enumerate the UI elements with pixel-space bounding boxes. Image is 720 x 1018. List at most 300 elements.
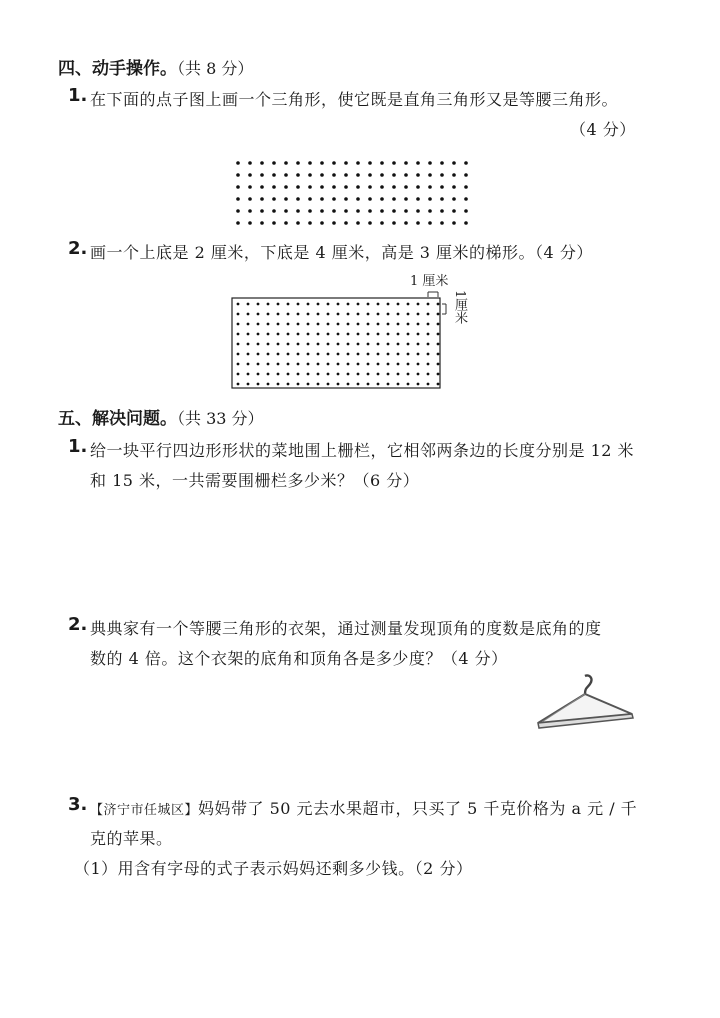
sub-question-1: （1）用含有字母的式子表示妈妈还剩多少钱。（2 分） [74,859,473,878]
grid-dot [287,313,290,316]
grid-dot [257,333,260,336]
grid-dot [257,363,260,366]
grid-dot [320,173,324,177]
grid-dot [317,353,320,356]
grid-dot [307,383,310,386]
grid-dot [332,173,336,177]
grid-dot [272,185,276,189]
grid-dot [404,209,408,213]
grid-dot [307,343,310,346]
grid-dot [367,323,370,326]
grid-dot [380,161,384,165]
grid-dot [407,313,410,316]
grid-dot [367,313,370,316]
grid-dot [392,185,396,189]
question-number: 3. [68,794,88,815]
grid-dot [452,197,456,201]
grid-dot [307,373,310,376]
grid-dot [407,373,410,376]
grid-dot [437,333,440,336]
grid-dot [437,343,440,346]
grid-dot [296,197,300,201]
grid-dot [397,383,400,386]
grid-dot [247,353,250,356]
grid-dot [344,173,348,177]
grid-dot [380,185,384,189]
grid-dot [237,343,240,346]
grid-dot [237,333,240,336]
grid-dot [392,221,396,225]
grid-dot [427,323,430,326]
grid-dot [308,161,312,165]
grid-dot [287,383,290,386]
grid-dot [284,221,288,225]
grid-dot [437,373,440,376]
grid-dot [357,363,360,366]
grid-dot [307,303,310,306]
grid-dot [387,313,390,316]
grid-dot [464,209,468,213]
grid-dot [327,303,330,306]
grid-dot [307,353,310,356]
grid-dot [236,221,240,225]
grid-dot [417,373,420,376]
grid-dot [377,323,380,326]
grid-dot [344,209,348,213]
grid-dot [367,343,370,346]
grid-dot [337,323,340,326]
section-5-heading [58,404,264,429]
grid-dot [417,323,420,326]
grid-dot [357,333,360,336]
grid-dot [380,197,384,201]
grid-dot [267,353,270,356]
question-number: 2. [68,614,88,635]
grid-dot [237,353,240,356]
grid-dot [440,209,444,213]
grid-dot [344,197,348,201]
grid-dot [427,363,430,366]
grid-dot [332,161,336,165]
grid-dot [356,209,360,213]
grid-dot [417,303,420,306]
grid-dot [317,333,320,336]
question-text-line-2: 和 15 米，一共需要围栅栏多少米？（6 分） [90,471,420,490]
grid-dot [248,209,252,213]
grid-dot [392,161,396,165]
grid-dot [437,383,440,386]
grid-dot [267,313,270,316]
grid-dot [337,333,340,336]
grid-dot [464,197,468,201]
grid-dot [297,323,300,326]
grid-dot [392,209,396,213]
grid-dot [267,303,270,306]
grid-dot [437,303,440,306]
grid-dot [327,363,330,366]
grid-dot [260,173,264,177]
grid-dot [257,313,260,316]
grid-dot [337,313,340,316]
grid-dot [437,353,440,356]
grid-dot [296,221,300,225]
grid-dot [387,353,390,356]
grid-dot [367,353,370,356]
grid-dot [237,303,240,306]
grid-dot [327,323,330,326]
grid-dot [344,221,348,225]
question-text: 在下面的点子图上画一个三角形，使它既是直角三角形又是等腰三角形。 [90,90,619,109]
grid-dot [377,353,380,356]
grid-dot [287,363,290,366]
question-text-line-1: 给一块平行四边形形状的菜地围上栅栏，它相邻两条边的长度分别是 12 米 [90,441,635,460]
question-text-line-2: 克的苹果。 [90,829,173,848]
grid-dot [257,353,260,356]
grid-dot [297,373,300,376]
grid-dot [392,173,396,177]
grid-dot [417,383,420,386]
grid-dot [427,353,430,356]
grid-dot [317,383,320,386]
grid-dot [332,197,336,201]
grid-dot [332,221,336,225]
grid-dot [452,185,456,189]
grid-dot [428,185,432,189]
grid-dot [347,303,350,306]
grid-dot [260,221,264,225]
grid-dot [317,373,320,376]
grid-dot [387,323,390,326]
grid-dot [297,363,300,366]
grid-dot [284,161,288,165]
grid-dot [257,303,260,306]
grid-dot [428,197,432,201]
section-4-heading [58,54,253,79]
grid-dot [368,161,372,165]
grid-dot [407,383,410,386]
grid-dot [392,197,396,201]
grid-dot [397,333,400,336]
dot-grid-trapezoid[interactable] [228,282,458,392]
grid-dot [277,373,280,376]
grid-dot [416,209,420,213]
grid-dot [367,333,370,336]
grid-dot [317,343,320,346]
grid-dot [397,323,400,326]
grid-dot [407,363,410,366]
grid-dot [260,209,264,213]
grid-dot [247,363,250,366]
grid-dot [277,313,280,316]
grid-dot [307,333,310,336]
grid-dot [380,209,384,213]
grid-dot [407,343,410,346]
grid-dot [337,343,340,346]
grid-dot [356,173,360,177]
grid-dot [377,373,380,376]
grid-dot [236,173,240,177]
grid-dot [236,161,240,165]
grid-dot [284,209,288,213]
grid-dot [367,303,370,306]
grid-dot [368,221,372,225]
grid-dot [347,353,350,356]
grid-dot [367,373,370,376]
grid-dot [248,221,252,225]
grid-dot [356,221,360,225]
grid-dot [377,303,380,306]
grid-dot [397,353,400,356]
grid-dot [297,383,300,386]
grid-dot [404,161,408,165]
grid-dot [287,343,290,346]
question-points: （4 分） [570,120,636,139]
grid-dot [287,353,290,356]
grid-dot [397,343,400,346]
grid-dot [260,185,264,189]
grid-dot [344,161,348,165]
grid-dot [284,197,288,201]
grid-dot [387,303,390,306]
grid-dot [387,373,390,376]
question-text: 画一个上底是 2 厘米，下底是 4 厘米，高是 3 厘米的梯形。（4 分） [90,243,593,262]
grid-dot [464,161,468,165]
grid-dot [317,323,320,326]
grid-dot [357,383,360,386]
grid-dot [404,197,408,201]
grid-dot [247,373,250,376]
grid-dot [397,373,400,376]
grid-dot [417,313,420,316]
grid-dot [296,161,300,165]
grid-dot [307,323,310,326]
grid-dot [417,343,420,346]
grid-dot [416,173,420,177]
grid-dot [237,323,240,326]
section-5-title: 五、解决问题。 [58,409,177,429]
grid-dot [267,323,270,326]
grid-dot [297,343,300,346]
grid-dot [437,323,440,326]
grid-dot [387,363,390,366]
grid-dot [377,333,380,336]
grid-dot [327,373,330,376]
grid-dot [337,353,340,356]
grid-dot [368,197,372,201]
grid-dot [248,185,252,189]
grid-dot [452,221,456,225]
grid-dot [464,185,468,189]
grid-dot [308,185,312,189]
grid-dot [257,323,260,326]
grid-dot [327,333,330,336]
section-4-points: （共 8 分） [177,59,254,78]
grid-dot [417,333,420,336]
grid-dot [377,383,380,386]
grid-dot [440,173,444,177]
grid-dot [267,363,270,366]
grid-dot [357,343,360,346]
grid-dot [347,373,350,376]
grid-dot [428,221,432,225]
grid-dot [308,197,312,201]
grid-dot [397,363,400,366]
grid-dot [380,173,384,177]
grid-dot [320,197,324,201]
grid-dot [277,343,280,346]
grid-dot [237,373,240,376]
question-text-rest: 妈妈带了 50 元去水果超市，只买了 5 千克价格为 a 元 / 千 [198,799,638,818]
question-text-line-2: 数的 4 倍。这个衣架的底角和顶角各是多少度？（4 分） [90,649,508,668]
grid-dot [260,197,264,201]
grid-dot [407,323,410,326]
grid-dot [267,343,270,346]
grid-dot [332,209,336,213]
question-text-line-1: 典典家有一个等腰三角形的衣架，通过测量发现顶角的度数是底角的度 [90,619,602,638]
grid-dot [260,161,264,165]
grid-dot [332,185,336,189]
grid-dot [297,303,300,306]
grid-dot [247,323,250,326]
section-5-points: （共 33 分） [177,409,264,428]
grid-dot [387,383,390,386]
grid-dot [277,333,280,336]
grid-dot [248,197,252,201]
grid-dot [317,303,320,306]
grid-dot [277,323,280,326]
grid-dot [277,383,280,386]
grid-dot [297,313,300,316]
grid-dot [344,185,348,189]
grid-dot [427,313,430,316]
grid-dot [247,383,250,386]
grid-dot [257,343,260,346]
grid-dot [327,383,330,386]
grid-dot [327,353,330,356]
grid-dot [416,197,420,201]
grid-dot [248,173,252,177]
grid-dot [308,209,312,213]
grid-dot [284,185,288,189]
grid-dot [427,373,430,376]
grid-dot [428,173,432,177]
grid-dot [404,221,408,225]
grid-dot [437,313,440,316]
grid-dot [464,173,468,177]
grid-dot [404,185,408,189]
grid-dot [272,197,276,201]
grid-dot [320,185,324,189]
grid-dot [404,173,408,177]
grid-dot [297,353,300,356]
grid-dot [327,313,330,316]
grid-dot [357,303,360,306]
grid-dot [337,383,340,386]
grid-dot [356,161,360,165]
grid-dot [356,197,360,201]
grid-dot [320,221,324,225]
grid-dot [296,185,300,189]
question-number: 2. [68,238,88,259]
grid-dot [452,173,456,177]
grid-dot [380,221,384,225]
grid-dot [397,303,400,306]
grid-dot [428,209,432,213]
section-4-title: 四、动手操作。 [58,59,177,79]
grid-dot [247,303,250,306]
grid-dot [272,161,276,165]
grid-dot [337,303,340,306]
grid-dot [357,373,360,376]
grid-dot [416,161,420,165]
grid-dot [357,313,360,316]
grid-dot [440,161,444,165]
grid-dot [407,353,410,356]
grid-dot [236,209,240,213]
grid-dot [307,313,310,316]
grid-dot [272,209,276,213]
grid-dot [257,383,260,386]
dot-grid-triangle[interactable] [230,158,470,228]
grid-dot [272,221,276,225]
grid-dot [416,221,420,225]
grid-dot [440,185,444,189]
grid-dot [452,161,456,165]
grid-dot [427,383,430,386]
grid-dot [317,313,320,316]
grid-dot [247,343,250,346]
grid-dot [368,173,372,177]
grid-dot [452,209,456,213]
grid-dot [296,209,300,213]
grid-dot [277,353,280,356]
grid-dot [236,197,240,201]
grid-dot [387,343,390,346]
grid-dot [416,185,420,189]
grid-dot [356,185,360,189]
grid-dot [307,363,310,366]
grid-dot [287,373,290,376]
grid-dot [440,221,444,225]
grid-dot [247,313,250,316]
grid-dot [248,161,252,165]
grid-dot [296,173,300,177]
question-text-line-1 [90,796,637,819]
grid-dot [417,353,420,356]
grid-dot [237,313,240,316]
grid-dot [272,173,276,177]
grid-dot [377,313,380,316]
grid-dot [317,363,320,366]
grid-dot [347,383,350,386]
grid-dot [427,333,430,336]
grid-dot [347,343,350,346]
grid-dot [287,303,290,306]
grid-dot [347,313,350,316]
grid-dot [428,161,432,165]
grid-dot [267,383,270,386]
grid-dot [308,221,312,225]
grid-dot [397,313,400,316]
grid-dot [427,303,430,306]
grid-dot [257,373,260,376]
grid-dot [337,373,340,376]
grid-dot [237,363,240,366]
grid-dot [287,323,290,326]
grid-dot [407,333,410,336]
grid-dot [407,303,410,306]
grid-dot [368,185,372,189]
